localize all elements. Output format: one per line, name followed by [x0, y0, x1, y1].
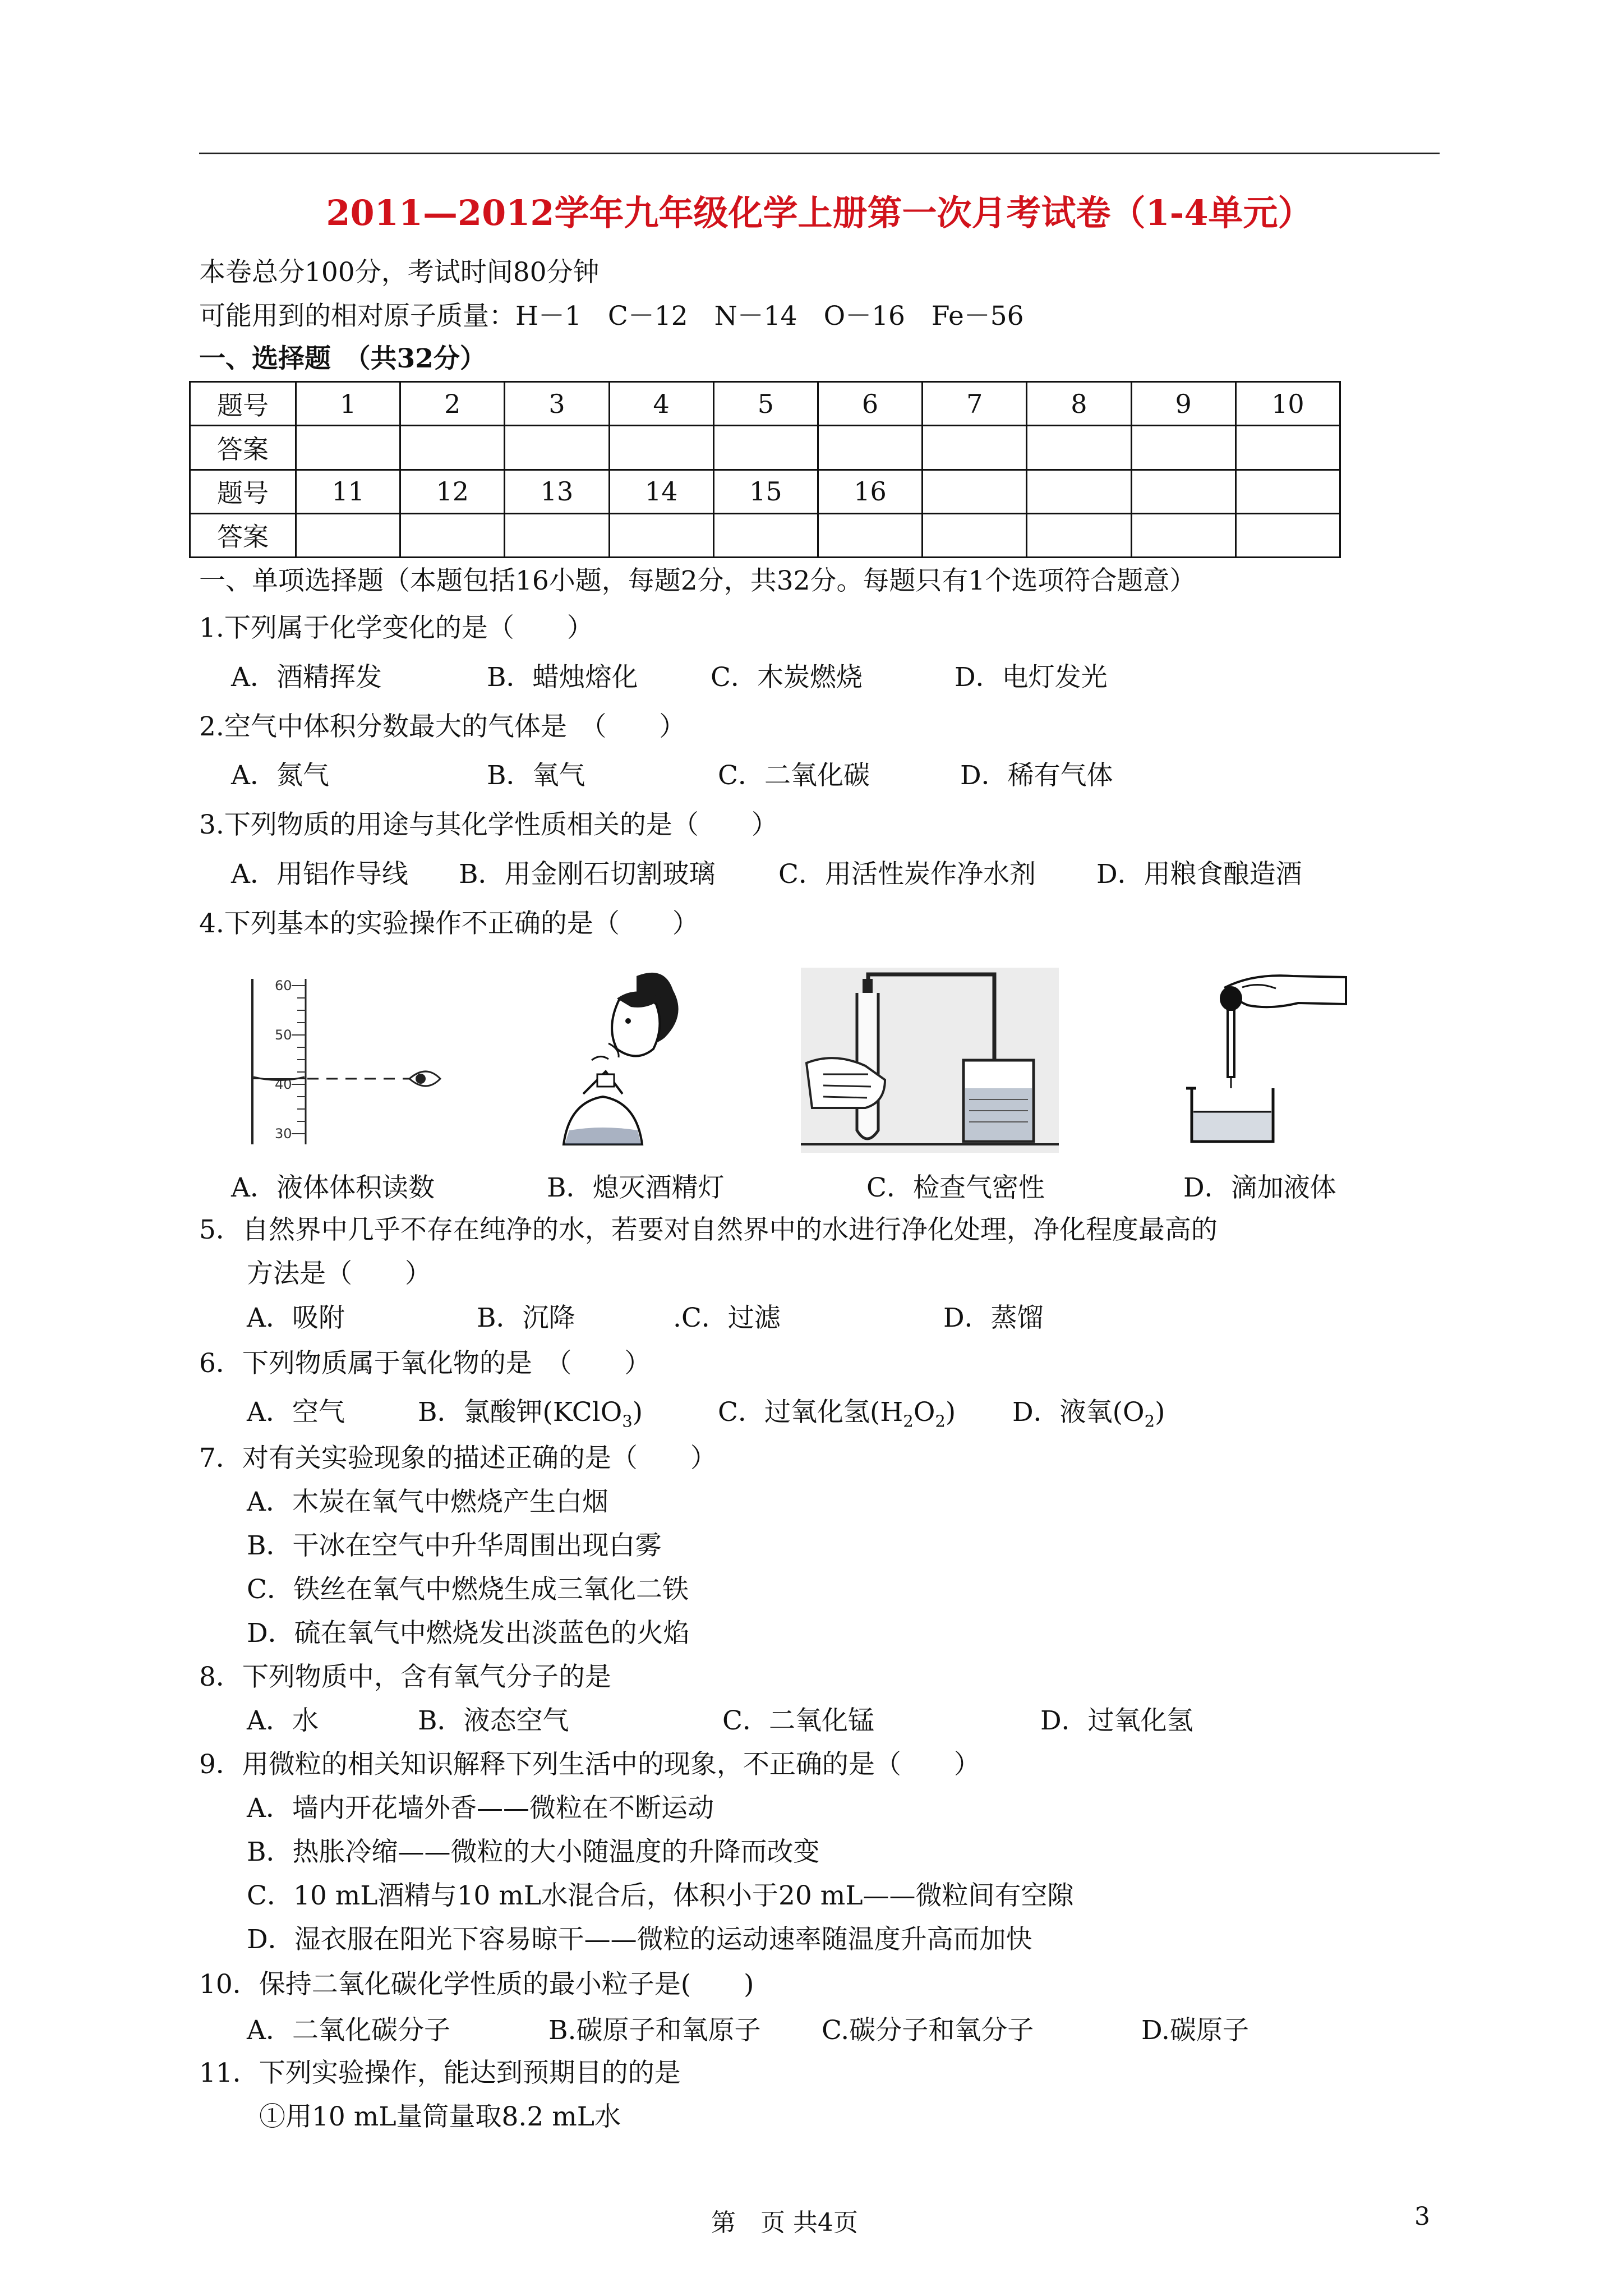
question-number-cell	[1131, 470, 1235, 513]
question-number-cell	[923, 470, 1027, 513]
question-number-cell	[1027, 470, 1131, 513]
row-label-answer: 答案	[190, 513, 296, 557]
answer-cell[interactable]	[296, 513, 400, 557]
figure-cylinder-reading	[241, 973, 454, 1153]
question-9-option-d: D．湿衣服在阳光下容易晾干——微粒的运动速率随温度升高而加快	[247, 1924, 1032, 1955]
answer-cell[interactable]	[609, 513, 713, 557]
question-8-option-d: D．过氧化氢	[1040, 1705, 1193, 1736]
question-number-cell: 12	[400, 470, 505, 513]
question-2-option-b: B．氧气	[487, 760, 585, 791]
question-3-option-a: A．用铝作导线	[231, 859, 408, 890]
question-4-option-d: D．滴加液体	[1183, 1172, 1336, 1203]
answer-cell[interactable]	[1131, 513, 1235, 557]
question-6-option-a: A．空气	[247, 1397, 345, 1428]
answer-cell[interactable]	[923, 426, 1027, 470]
question-11-stem: 11．下列实验操作，能达到预期目的的是	[199, 2058, 681, 2088]
figure-check-airtightness	[801, 968, 1059, 1153]
question-6-option-b: B．氯酸钾(KClO$_3$)	[418, 1397, 643, 1431]
question-2-stem: 2.空气中体积分数最大的气体是 （ ）	[199, 711, 686, 742]
question-5-option-c: .C．过滤	[673, 1303, 781, 1333]
question-10-stem: 10．保持二氧化碳化学性质的最小粒子是( )	[199, 1969, 754, 2000]
row-label-number: 题号	[190, 470, 296, 513]
question-7-option-d: D．硫在氧气中燃烧发出淡蓝色的火焰	[247, 1618, 690, 1649]
question-7-option-a: A．木炭在氧气中燃烧产生白烟	[247, 1487, 608, 1517]
question-10-option-d: D.碳原子	[1141, 2015, 1249, 2046]
question-10-option-a: A．二氧化碳分子	[247, 2015, 450, 2046]
question-5-stem: 5．自然界中几乎不存在纯净的水，若要对自然界中的水进行净化处理，净化程度最高的	[199, 1214, 1218, 1245]
question-5-option-b: B．沉降	[477, 1303, 575, 1333]
question-3-option-d: D．用粮食酿造酒	[1096, 859, 1302, 890]
question-5-stem-cont: 方法是（ ）	[247, 1258, 431, 1289]
question-7-option-c: C．铁丝在氧气中燃烧生成三氧化二铁	[247, 1574, 689, 1605]
question-6-option-d: D．液氧$(O_2)$	[1012, 1397, 1165, 1431]
question-number-cell: 11	[296, 470, 400, 513]
question-4-option-c: C．检查气密性	[866, 1172, 1045, 1203]
exam-title: 2011—2012学年九年级化学上册第一次月考试卷（1-4单元）	[326, 192, 1313, 233]
question-6-option-c: C．过氧化氢$(H_2O_2)$	[718, 1397, 956, 1431]
answer-cell[interactable]	[1131, 426, 1235, 470]
question-1-option-d: D．电灯发光	[955, 662, 1108, 693]
question-3-option-b: B．用金刚石切割玻璃	[459, 859, 716, 890]
cylinder-tick-label: 60	[275, 978, 292, 993]
question-2-option-c: C．二氧化碳	[718, 760, 870, 791]
question-number-cell: 8	[1027, 382, 1131, 426]
question-5-option-d: D．蒸馏	[943, 1303, 1044, 1333]
row-label-answer: 答案	[190, 426, 296, 470]
question-8-stem: 8．下列物质中，含有氧气分子的是	[199, 1662, 611, 1692]
intro-score-time: 本卷总分100分，考试时间80分钟	[199, 257, 600, 288]
question-number-cell: 9	[1131, 382, 1235, 426]
question-1-option-c: C．木炭燃烧	[711, 662, 863, 693]
answer-cell[interactable]	[505, 426, 609, 470]
cylinder-tick-label: 30	[275, 1126, 292, 1142]
question-number-cell: 6	[818, 382, 922, 426]
footer-page-number: 3	[1414, 2202, 1430, 2231]
question-11-item-1: ①用10 mL量筒量取8.2 mL水	[259, 2101, 621, 2132]
question-1-option-a: A．酒精挥发	[231, 662, 382, 693]
question-9-option-b: B．热胀冷缩——微粒的大小随温度的升降而改变	[247, 1837, 820, 1867]
question-8-option-c: C．二氧化锰	[722, 1705, 874, 1736]
section-heading: 一、选择题 （共32分）	[199, 343, 486, 374]
question-9-stem: 9．用微粒的相关知识解释下列生活中的现象，不正确的是（ ）	[199, 1749, 980, 1780]
answer-cell[interactable]	[713, 426, 818, 470]
question-number-cell	[1235, 470, 1340, 513]
answer-cell[interactable]	[609, 426, 713, 470]
question-number-cell: 7	[923, 382, 1027, 426]
answer-cell[interactable]	[400, 426, 505, 470]
question-number-cell: 1	[296, 382, 400, 426]
question-9-option-c: C．10 mL酒精与10 mL水混合后，体积小于20 mL——微粒间有空隙	[247, 1880, 1074, 1911]
question-3-option-c: C．用活性炭作净水剂	[778, 859, 1036, 890]
answer-cell[interactable]	[818, 513, 922, 557]
question-7-option-b: B．干冰在空气中升华周围出现白雾	[247, 1530, 662, 1561]
answer-cell[interactable]	[400, 513, 505, 557]
answer-cell[interactable]	[713, 513, 818, 557]
question-2-option-d: D．稀有气体	[960, 760, 1113, 791]
question-8-option-b: B．液态空气	[418, 1705, 569, 1736]
figure-drop-liquid	[1175, 965, 1349, 1150]
question-1-option-b: B．蜡烛熔化	[487, 662, 638, 693]
question-4-option-b: B．熄灭酒精灯	[547, 1172, 725, 1203]
instructions: 一、单项选择题（本题包括16小题，每题2分，共32分。每题只有1个选项符合题意）	[199, 565, 1196, 596]
cylinder-tick-label: 50	[275, 1027, 292, 1043]
header-rule	[199, 153, 1440, 154]
figure-extinguish-lamp	[552, 965, 698, 1161]
question-5-option-a: A．吸附	[247, 1303, 345, 1333]
table-row	[190, 426, 1340, 470]
answer-cell[interactable]	[1235, 513, 1340, 557]
question-6-stem: 6．下列物质属于氧化物的是 （ ）	[199, 1348, 651, 1379]
intro-atomic-masses: 可能用到的相对原子质量：H－1 C－12 N－14 O－16 Fe－56	[199, 301, 1024, 332]
answer-cell[interactable]	[818, 426, 922, 470]
answer-cell[interactable]	[505, 513, 609, 557]
footer-page-label: 第 页 共4页	[711, 2208, 858, 2237]
question-number-cell: 5	[713, 382, 818, 426]
answer-cell[interactable]	[296, 426, 400, 470]
question-number-cell: 16	[818, 470, 922, 513]
answer-table	[189, 381, 1341, 558]
answer-cell[interactable]	[1027, 513, 1131, 557]
question-2-option-a: A．氮气	[231, 760, 329, 791]
question-number-cell: 14	[609, 470, 713, 513]
answer-cell[interactable]	[1235, 426, 1340, 470]
question-4-option-a: A．液体体积读数	[231, 1172, 435, 1203]
question-3-stem: 3.下列物质的用途与其化学性质相关的是（ ）	[199, 809, 778, 840]
eye-icon	[409, 1071, 440, 1086]
row-label-number: 题号	[190, 382, 296, 426]
question-7-stem: 7．对有关实验现象的描述正确的是（ ）	[199, 1443, 717, 1474]
question-4-stem: 4.下列基本的实验操作不正确的是（ ）	[199, 908, 699, 939]
answer-cell[interactable]	[1027, 426, 1131, 470]
table-row	[190, 382, 1340, 426]
cylinder-tick-label: 40	[275, 1076, 292, 1092]
question-number-cell: 10	[1235, 382, 1340, 426]
question-9-option-a: A．墙内开花墙外香——微粒在不断运动	[247, 1793, 714, 1824]
question-number-cell: 15	[713, 470, 818, 513]
question-10-option-b: B.碳原子和氧原子	[548, 2015, 761, 2046]
table-row	[190, 513, 1340, 557]
answer-cell[interactable]	[923, 513, 1027, 557]
question-number-cell: 4	[609, 382, 713, 426]
question-number-cell: 3	[505, 382, 609, 426]
question-1-stem: 1.下列属于化学变化的是（ ）	[199, 613, 593, 643]
question-10-option-c: C.碳分子和氧分子	[822, 2015, 1034, 2046]
table-row	[190, 470, 1340, 513]
question-number-cell: 2	[400, 382, 505, 426]
question-8-option-a: A．水	[247, 1705, 319, 1736]
question-number-cell: 13	[505, 470, 609, 513]
